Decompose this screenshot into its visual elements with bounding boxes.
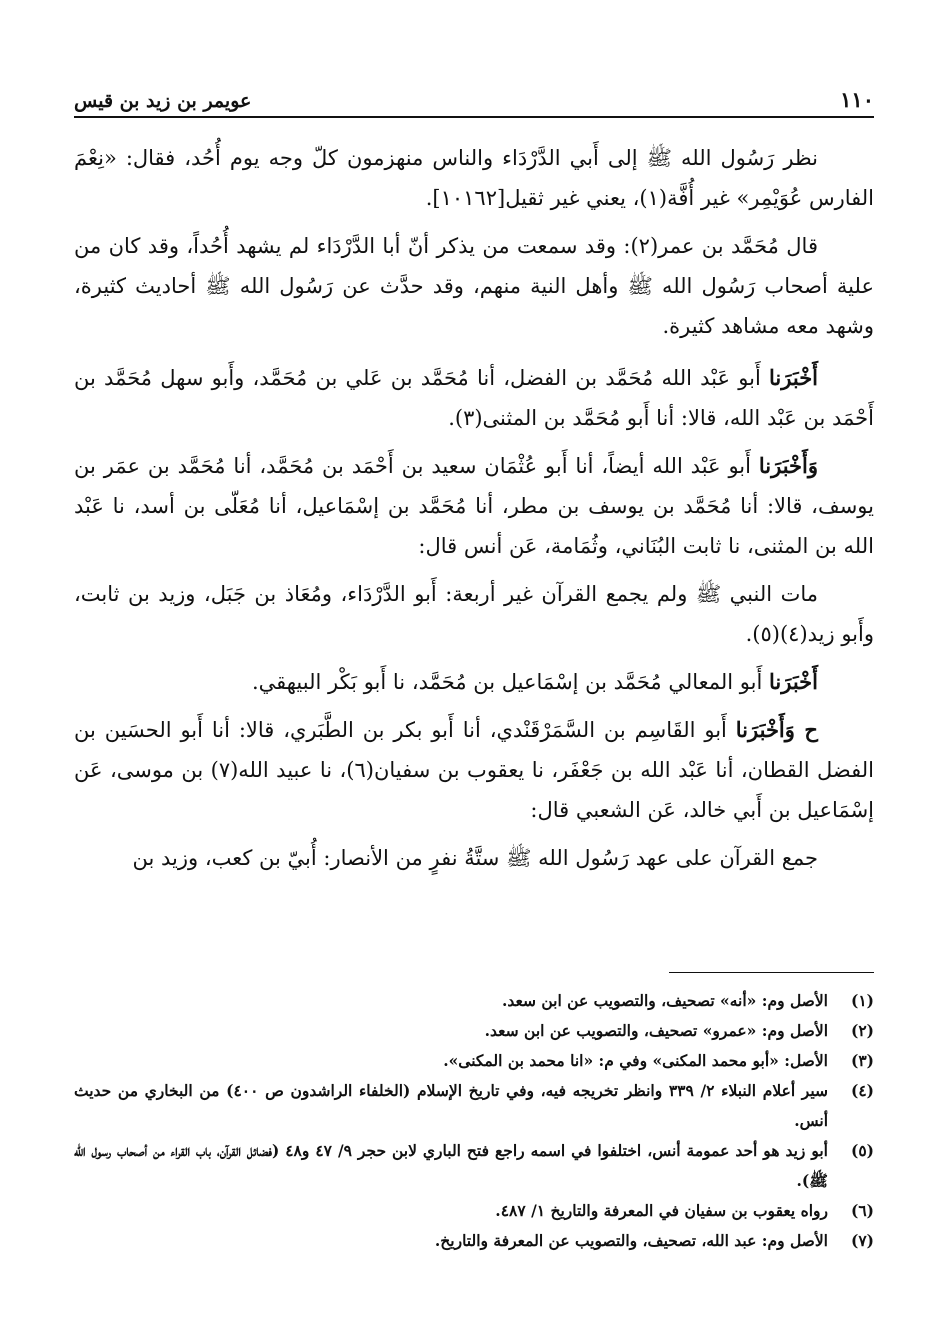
isnad-lead: ح وَأَخْبَرَنا <box>735 717 818 742</box>
paragraph-7: ح وَأَخْبَرَنا أَبو القَاسِم بن السَّمَرْقَنْدي، أنا أَبو بكر بن الطَّبَري، قالا: أنا أَبو الحسَين بن الفضل القطان، أنا عَبْد الله بن جَعْفَر، نا يعقوب بن سفيان(٦)، نا عبيد الله(٧) بن موسى، عَن إسْمَاعيل بن أَبي خالد، عَن الشعبي قال: <box>74 717 874 822</box>
paragraph-5: مات النبي ﷺ ولم يجمع القرآن غير أربعة: أَبو الدَّرْدَاء، ومُعَاذ بن جَبَل، وزيد بن ثابت، وأَبو زيد(٤)(٥). <box>74 582 874 646</box>
footnote: (٦) رواه يعقوب بن سفيان في المعرفة والتاريخ ١/ ٤٨٧. <box>495 1201 874 1220</box>
isnad-lead: وَأَخْبَرَنا <box>758 453 818 478</box>
footnote: (٤) سير أعلام النبلاء ٢/ ٣٣٩ وانظر تخريجه فيه، وفي تاريخ الإسلام (الخلفاء الراشدون ص ٤٠٠) من البخاري من حديث أنس. <box>74 1081 874 1130</box>
page-number: ١١٠ <box>840 87 874 112</box>
paragraph-4: وَأَخْبَرَنا أَبو عَبْد الله أيضاً، أنا أَبو عُثْمَان سعيد بن أَحْمَد بن مُحَمَّد، أنا مُحَمَّد بن عمَر بن يوسف، قالا: أنا مُحَمَّد بن يوسف بن مطر، أنا مُحَمَّد بن إسْمَاعيل، أنا مُعَلّى بن أسد، نا عَبْد الله بن المثنى، نا ثابت البُنَاني، وثُمَامة، عَن أنس قال: <box>74 453 874 558</box>
paragraph-3: أَخْبَرَنا أَبو عَبْد الله مُحَمَّد بن الفضل، أنا مُحَمَّد بن عَلي بن مُحَمَّد، وأَبو سهل مُحَمَّد بن أَحْمَد بن عَبْد الله، قالا: أنا أَبو مُحَمَّد بن المثنى(٣). <box>74 365 874 430</box>
footnote-separator <box>669 972 874 973</box>
footnotes <box>74 986 874 1256</box>
paragraph-6: أَخْبَرَنا أَبو المعالي مُحَمَّد بن إسْمَاعيل بن مُحَمَّد، نا أَبو بَكْر البيهقي. <box>251 669 818 694</box>
paragraph-2: قال مُحَمَّد بن عمر(٢): وقد سمعت من يذكر أنّ أبا الدَّرْدَاء لم يشهد أُحُداً، وقد كان من علية أصحاب رَسُول الله ﷺ وأهل النية منهم، وقد حدَّث عن رَسُول الله ﷺ أحاديث كثيرة، وشهد معه مشاهد كثيرة. <box>74 234 874 338</box>
main-text <box>74 138 874 886</box>
footnote: (٧) الأصل وم: عبد الله، تصحيف، والتصويب عن المعرفة والتاريخ. <box>434 1231 874 1250</box>
paragraph-8: جمع القرآن على عهد رَسُول الله ﷺ ستَّةُ نفرٍ من الأنصار: أُبيّ بن كعب، وزيد بن <box>132 846 818 870</box>
paragraph-1: نظر رَسُول الله ﷺ إلى أَبي الدَّرْدَاء والناس منهزمون كلّ وجه يوم أُحُد، فقال: «نِعْمَ الفارس عُوَيْمِر» غير أُفَّة(١)، يعني غير ثقيل[١٠١٦٢]. <box>74 146 874 210</box>
isnad-lead: أَخْبَرَنا <box>769 365 819 390</box>
running-header <box>74 80 874 118</box>
running-title: عويمر بن زيد بن قيس <box>74 90 252 112</box>
isnad-lead: أَخْبَرَنا <box>769 669 818 694</box>
footnote: (٢) الأصل وم: «عمرو» تصحيف، والتصويب عن ابن سعد. <box>484 1021 874 1040</box>
footnote: (١) الأصل وم: «أنه» تصحيف، والتصويب عن ابن سعد. <box>501 991 874 1010</box>
footnote: (٣) الأصل: «أبو محمد المكنى» وفي م: «انا محمد بن المكنى». <box>443 1051 874 1070</box>
footnote: (٥) أبو زيد هو أحد عمومة أنس، اختلفوا في اسمه راجع فتح الباري لابن حجر ٩/ ٤٧ و٤٨ (فضائل القرآن، باب القراء من أصحاب رسول الله ﷺ). <box>74 1141 874 1190</box>
